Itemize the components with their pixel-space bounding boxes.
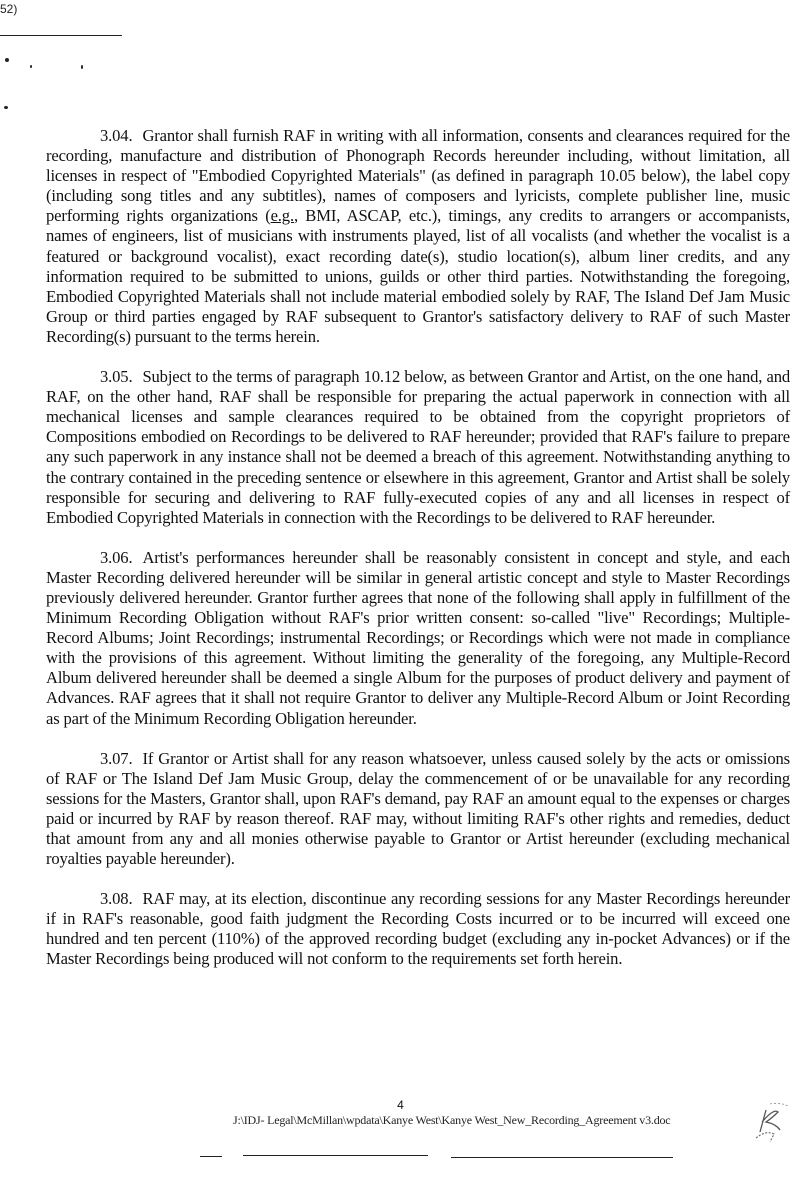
paragraph-3-06 bbox=[46, 548, 790, 729]
scan-speck bbox=[4, 106, 8, 109]
paragraph-text: Subject to the terms of paragraph 10.12 below, as between Grantor and Artist, on the one hand, and RAF, on the other hand, RAF shall be responsible for preparing the actual paperwork in connection with all mechanical licenses and sample clearances required to be obtained from the copyright proprietors of Compositions embodied on Recordings to be delivered to RAF hereunder; provided that RAF's failure to prepare any such paperwork in any instance shall not be deemed a breach of this agreement. Notwithstanding anything to the contrary contained in the preceding sentence or elsewhere in this agreement, Grantor and Artist shall be solely responsible for securing and delivering to RAF fully-executed copies of any and all licenses in respect of Embodied Copyrighted Materials in connection with the Recordings to be delivered to RAF hereunder. bbox=[46, 367, 790, 527]
paragraph-number: 3.06. bbox=[100, 547, 133, 567]
paragraph-number: 3.04. bbox=[100, 126, 133, 145]
paragraph-text: Grantor shall furnish RAF in writing with all information, consents and clearances required for the recording, manufacture and distribution of Phonograph Records hereunder including, without limitation, all licenses in respect of "Embodied Copyrighted Materials" (as defined in paragraph 10.05 below), the label copy (including song titles and any subtitles), names of composers and lyricists, complete publisher line, music performing rights organizations ( bbox=[46, 126, 790, 226]
paragraph-text: If Grantor or Artist shall for any reason whatsoever, unless caused solely by the acts or omissions of RAF or The Island Def Jam Music Group, delay the commencement of or be unavailable for any recording sessions for the Masters, Grantor shall, upon RAF's demand, pay RAF an amount equal to the expenses or charges paid or incurred by RAF by reason thereof. RAF may, without limiting RAF's other rights and remedies, deduct that amount from any and all monies otherwise payable to Grantor or Artist hereunder (excluding mechanical royalties payable hereunder). bbox=[46, 748, 790, 869]
scan-speck bbox=[30, 65, 32, 68]
paragraph-number: 3.05. bbox=[100, 367, 133, 387]
paragraph-text: , BMI, ASCAP, etc.), timings, any credits to arrangers or accompanists, names of engineers, list of musicians with instruments played, list of all vocalists (and whether the vocalist is a featured or background vocalist), exact recording date(s), studio location(s), album liner credits, and any information required to be submitted to unions, guilds or other third parties. Notwithstanding the foregoing, Embodied Copyrighted Materials shall not include material embodied solely by RAF, The Island Def Jam Music Group or third parties engaged by RAF subsequent to Grantor's satisfactory delivery to RAF of such Master Recording(s) pursuant to the terms herein. bbox=[46, 206, 791, 346]
bottom-rule-middle bbox=[243, 1155, 428, 1156]
top-rule bbox=[0, 35, 122, 36]
paragraph-3-05 bbox=[46, 367, 790, 528]
page-number: 4 bbox=[397, 1098, 404, 1112]
paragraph-3-04 bbox=[46, 126, 790, 347]
scan-speck bbox=[5, 58, 9, 62]
document-body bbox=[46, 126, 790, 990]
page-reference: 52) bbox=[0, 2, 18, 16]
paragraph-3-08 bbox=[46, 889, 790, 969]
paragraph-text: RAF may, at its election, discontinue any recording sessions for any Master Recordings hereunder if in RAF's reasonable, good faith judgment the Recording Costs incurred or to be incurred will exceed one hundred and ten percent (110%) of the approved recording budget (excluding any in-pocket Advances) or if the Master Recordings being produced will not conform to the requirements set forth herein. bbox=[46, 889, 790, 969]
file-path: J:\IDJ- Legal\McMillan\wpdata\Kanye West\Kanye West_New_Recording_Agreement v3.doc bbox=[233, 1113, 671, 1127]
handwritten-initials-icon bbox=[752, 1100, 792, 1145]
paragraph-number: 3.08. bbox=[100, 889, 133, 909]
paragraph-text: Artist's performances hereunder shall be reasonably consistent in concept and style, and each Master Recording delivered hereunder will be similar in general artistic concept and style to Master Recordings previously delivered hereunder. Grantor further agrees that none of the following shall apply in fulfillment of the Minimum Recording Obligation without RAF's prior written consent: so-called "live" Recordings; Multiple-Record Albums; Joint Recordings; instrumental Recordings; or Recordings which were not made in compliance with the provisions of this agreement. Without limiting the generality of the foregoing, any Multiple-Record Album delivered hereunder shall be deemed a single Album for the purposes of product delivery and payment of Advances. RAF agrees that it shall not require Grantor to deliver any Multiple-Record Album or Joint Recording as part of the Minimum Recording Obligation hereunder. bbox=[46, 547, 790, 728]
paragraph-3-07 bbox=[46, 749, 790, 870]
bottom-rule-right bbox=[451, 1157, 673, 1158]
paragraph-number: 3.07. bbox=[100, 748, 133, 768]
scan-speck bbox=[81, 65, 83, 69]
bottom-rule-left bbox=[200, 1156, 222, 1157]
paragraph-text-underlined: e.g. bbox=[270, 206, 294, 226]
